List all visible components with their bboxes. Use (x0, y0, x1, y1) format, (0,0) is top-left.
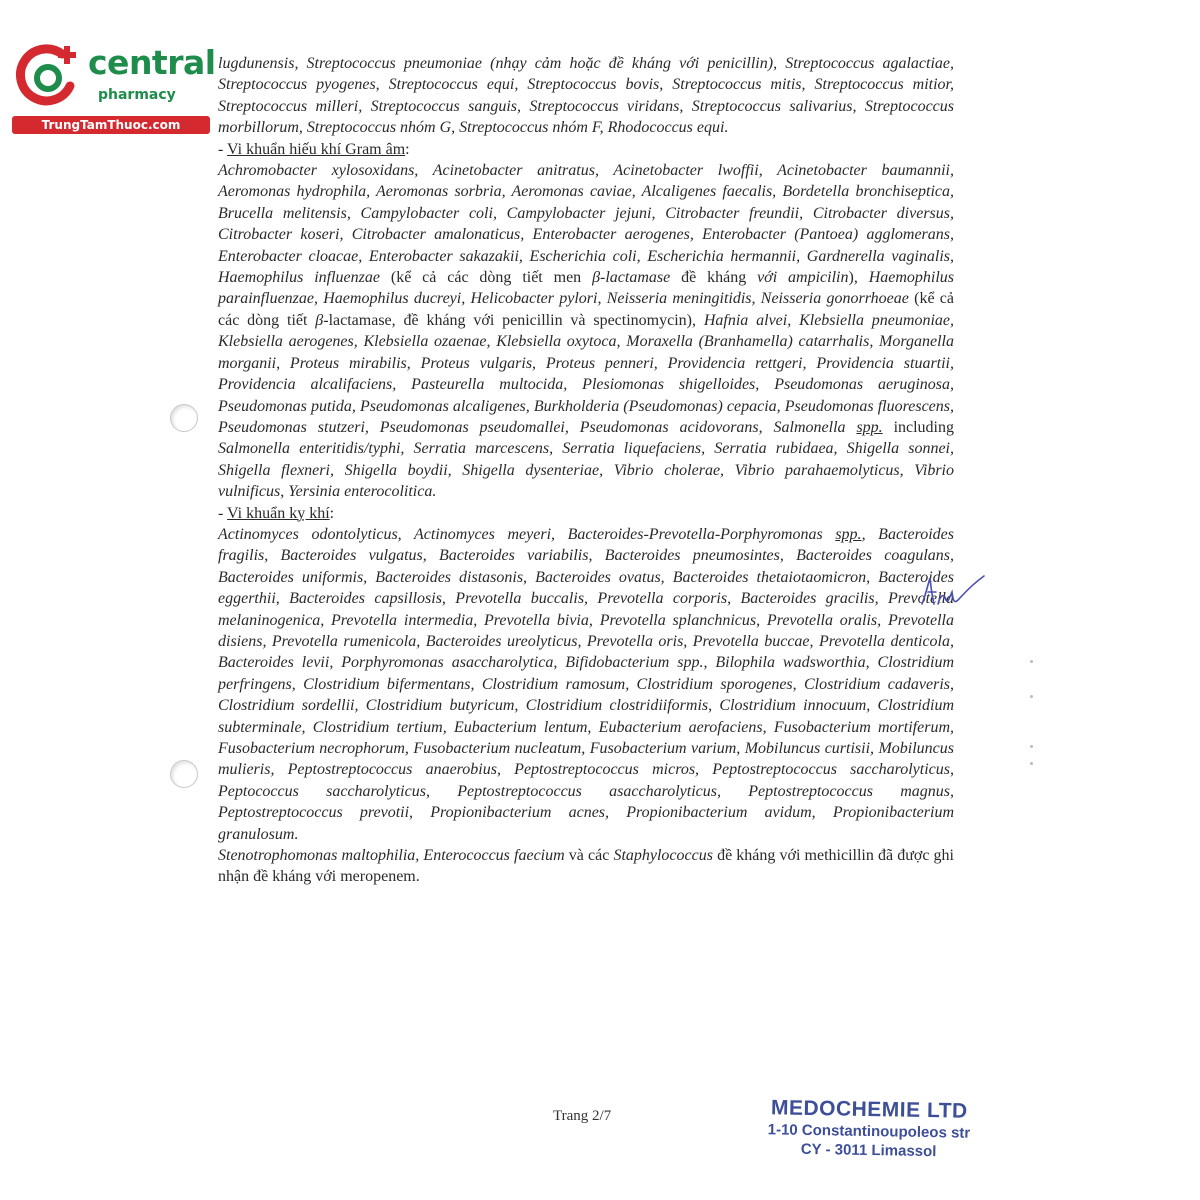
pharmacy-cross-icon (12, 40, 84, 112)
heading-gram-negative-aerobes (218, 139, 954, 160)
stamp-company-name: MEDOCHEMIE LTD (770, 1096, 968, 1123)
gram-negative-aerobes-list: Achromobacter xylosoxidans, Acinetobacter anitratus, Acinetobacter lwoffii, Acinetobacter baumannii, Aeromonas hydrophila, Aeromonas sorbria, Aeromonas caviae, Alcaligenes faecalis, Bordetella bronchiseptica, Brucella melitensis, Campylobacter coli, Campylobacter jejuni, Citrobacter freundii, Citrobacter diversus, Citrobacter koseri, Citrobacter amalonaticus, Enterobacter aerogenes, Enterobacter (Pantoea) agglomerans, Enterobacter cloacae, Enterobacter sakazakii, Escherichia coli, Escherichia hermannii, Gardnerella vaginalis, Haemophilus influenzae (kể cả các dòng tiết men β-lactamase đề kháng với ampicilin), Haemophilus parainfluenzae, Haemophilus ducreyi, Helicobacter pylori, Neisseria meningitidis, Neisseria gonorrhoeae (kể cả các dòng tiết β-lactamase, đề kháng với penicillin và spectinomycin), Hafnia alvei, Klebsiella pneumoniae, Klebsiella aerogenes, Klebsiella ozaenae, Klebsiella oxytoca, Moraxella (Branhamella) catarrhalis, Morganella morganii, Proteus mirabilis, Proteus vulgaris, Proteus penneri, Providencia rettgeri, Providencia stuartii, Providencia alcalifaciens, Pasteurella multocida, Plesiomonas shigelloides, Pseudomonas aeruginosa, Pseudomonas putida, Pseudomonas alcaligenes, Burkholderia (Pseudomonas) cepacia, Pseudomonas fluorescens, Pseudomonas stutzeri, Pseudomonas pseudomallei, Pseudomonas acidovorans, Salmonella spp. including Salmonella enteritidis/typhi, Serratia marcescens, Serratia liquefaciens, Serratia rubidaea, Shigella sonnei, Shigella flexneri, Shigella boydii, Shigella dysenteriae, Vibrio cholerae, Vibrio parahaemolyticus, Vibrio vulnificus, Yersinia enterocolitica. (218, 162, 955, 501)
brand-subtitle: pharmacy (98, 87, 176, 103)
heading-dash: - (218, 504, 228, 522)
stamp-address-line1: 1-10 Constantinoupoleos str (767, 1121, 971, 1142)
brand-name: central (88, 43, 216, 82)
heading-colon: : (405, 140, 410, 158)
stamp-address-line2: CY - 3011 Limassol (800, 1140, 937, 1161)
scan-speck (1030, 762, 1033, 765)
heading-dash: - (218, 140, 228, 158)
handwritten-signature (918, 574, 988, 614)
gram-positive-list-continued: lugdunensis, Streptococcus pneumoniae (nhạy cảm hoặc đề kháng với penicillin), Streptococcus agalactiae, Streptococcus pyogenes, Streptococcus equi, Streptococcus bovis, Streptococcus mitis, Streptococcus mitior, Streptococcus milleri, Streptococcus sanguis, Streptococcus viridans, Streptococcus salivarius, Streptococcus morbillorum, Streptococcus nhóm G, Streptococcus nhóm F, Rhodococcus equi. (218, 55, 954, 137)
page-number: Trang 2/7 (553, 1108, 612, 1124)
punch-hole-upper (170, 404, 198, 432)
heading-anaerobes (218, 503, 954, 524)
scan-speck (1030, 695, 1033, 698)
resistance-note: Stenotrophomonas maltophilia, Enterococcus faecium và các Staphylococcus đề kháng với methicillin đã được ghi nhận đề kháng với meropenem. (218, 847, 954, 886)
scan-speck (1030, 660, 1033, 663)
anaerobes-list: Actinomyces odontolyticus, Actinomyces meyeri, Bacteroides-Prevotella-Porphyromonas spp., Bacteroides fragilis, Bacteroides vulgatus, Bacteroides variabilis, Bacteroides pneumosintes, Bacteroides coagulans, Bacteroides uniformis, Bacteroides distasonis, Bacteroides ovatus, Bacteroides thetaiotaomicron, Bacteroides eggerthii, Bacteroides capsillosis, Prevotella buccalis, Prevotella corporis, Bacteroides gracilis, Prevotella melaninogenica, Prevotella intermedia, Prevotella bivia, Prevotella splanchnicus, Prevotella oralis, Prevotella disiens, Prevotella rumenicola, Bacteroides ureolyticus, Prevotella oris, Prevotella buccae, Prevotella denticola, Bacteroides levii, Porphyromonas asaccharolytica, Bifidobacterium spp., Bilophila wadsworthia, Clostridium perfringens, Clostridium bifermentans, Clostridium ramosum, Clostridium sporogenes, Clostridium cadaveris, Clostridium sordellii, Clostridium butyricum, Clostridium clostridiiformis, Clostridium innocuum, Clostridium subterminale, Clostridium tertium, Eubacterium lentum, Eubacterium aerofaciens, Fusobacterium mortiferum, Fusobacterium necrophorum, Fusobacterium nucleatum, Fusobacterium varium, Mobiluncus curtisii, Mobiluncus mulieris, Peptostreptococcus anaerobius, Peptostreptococcus micros, Peptostreptococcus saccharolyticus, Peptococcus saccharolyticus, Peptostreptococcus asaccharolyticus, Peptostreptococcus magnus, Peptostreptococcus prevotii, Propionibacterium acnes, Propionibacterium avidum, Propionibacterium granulosum. (218, 525, 955, 843)
document-body (218, 53, 954, 888)
heading-text: Vi khuẩn hiếu khí Gram âm (227, 140, 406, 158)
heading-text: Vi khuẩn kỵ khí (227, 504, 330, 522)
punch-hole-lower (170, 760, 198, 788)
heading-colon: : (329, 504, 335, 522)
central-pharmacy-logo (8, 38, 216, 138)
scan-speck (1030, 745, 1033, 748)
company-stamp (763, 1096, 974, 1162)
brand-url: TrungTamThuoc.com (12, 116, 210, 134)
